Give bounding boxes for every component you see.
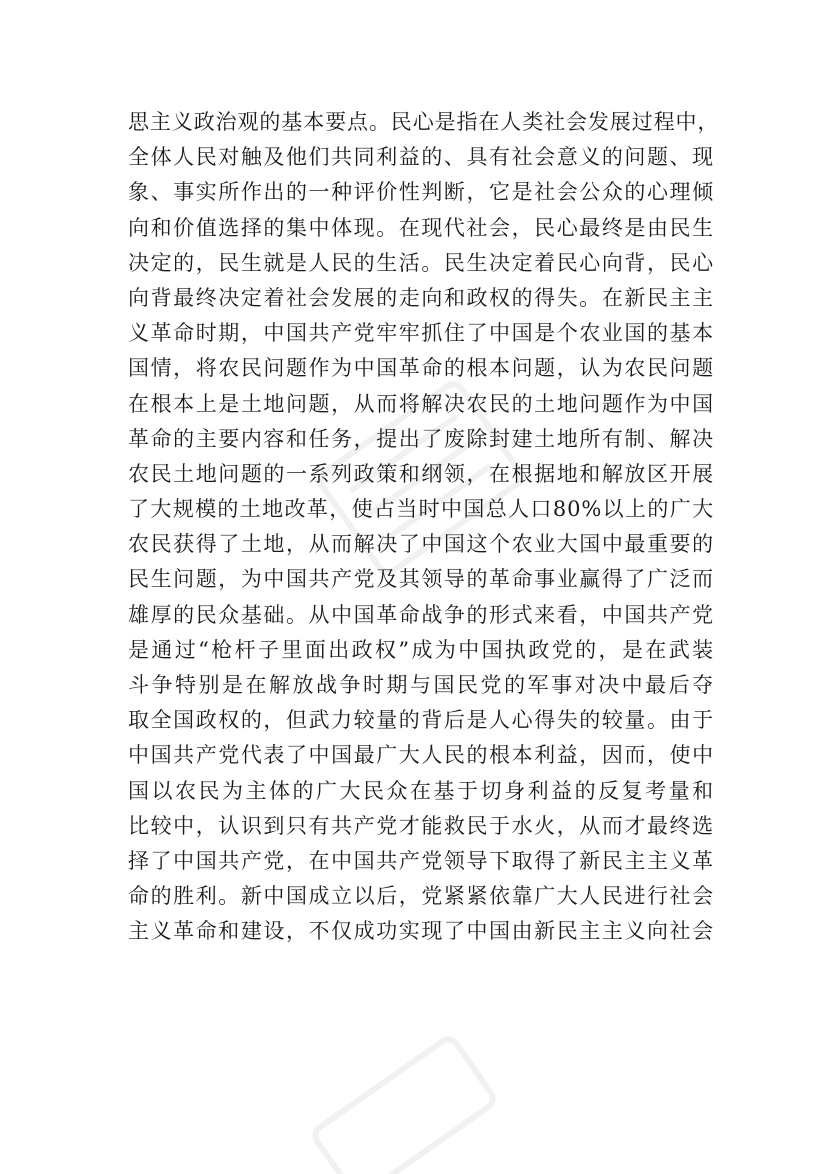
text-line: 国以农民为主体的广大民众在基于切身利益的反复考量和 [128, 778, 714, 803]
text-line: 择了中国共产党，在中国共产党领导下取得了新民主主义革 [128, 848, 714, 873]
text-line: 义革命时期，中国共产党牢牢抓住了中国是个农业国的基本 [128, 321, 714, 346]
text-line: 决定的，民生就是人民的生活。民生决定着民心向背，民心 [128, 250, 714, 275]
text-line: 国情，将农民问题作为中国革命的根本问题，认为农民问题 [128, 356, 714, 381]
text-line: 革命的主要内容和任务，提出了废除封建土地所有制、解决 [128, 426, 714, 451]
text-line: 了大规模的土地改革，使占当时中国总人口80%以上的广大 [128, 497, 714, 522]
text-line: 农民获得了土地，从而解决了中国这个农业大国中最重要的 [128, 532, 714, 557]
text-line: 在根本上是土地问题，从而将解决农民的土地问题作为中国 [128, 391, 714, 416]
text-line: 斗争特别是在解放战争时期与国民党的军事对决中最后夺 [128, 673, 714, 697]
text-line: 命的胜利。新中国成立以后，党紧紧依靠广大人民进行社会 [128, 884, 714, 909]
text-line: 中国共产党代表了中国最广大人民的根本利益，因而，使中 [128, 743, 714, 768]
body-text [128, 105, 720, 950]
text-line: 向背最终决定着社会发展的走向和政权的得失。在新民主主 [128, 285, 714, 310]
text-line: 思主义政治观的基本要点。民心是指在人类社会发展过程中， [128, 110, 720, 134]
text-line: 象、事实所作出的一种评价性判断，它是社会公众的心理倾 [128, 180, 714, 205]
text-line: 农民土地问题的一系列政策和纲领，在根据地和解放区开展 [128, 461, 714, 486]
text-line: 比较中，认识到只有共产党才能救民于水火，从而才最终选 [128, 813, 714, 838]
text-line: 是通过“枪杆子里面出政权”成为中国执政党的，是在武装 [128, 637, 714, 662]
text-line: 主义革命和建设，不仅成功实现了中国由新民主主义向社会 [128, 919, 714, 944]
text-line: 全体人民对触及他们共同利益的、具有社会意义的问题、现 [128, 145, 714, 170]
text-line: 民生问题，为中国共产党及其领导的革命事业赢得了广泛而 [128, 567, 714, 592]
text-line: 向和价值选择的集中体现。在现代社会，民心最终是由民生 [128, 215, 714, 240]
text-line: 雄厚的民众基础。从中国革命战争的形式来看，中国共产党 [128, 602, 714, 627]
text-line: 取全国政权的，但武力较量的背后是人心得失的较量。由于 [128, 708, 714, 733]
